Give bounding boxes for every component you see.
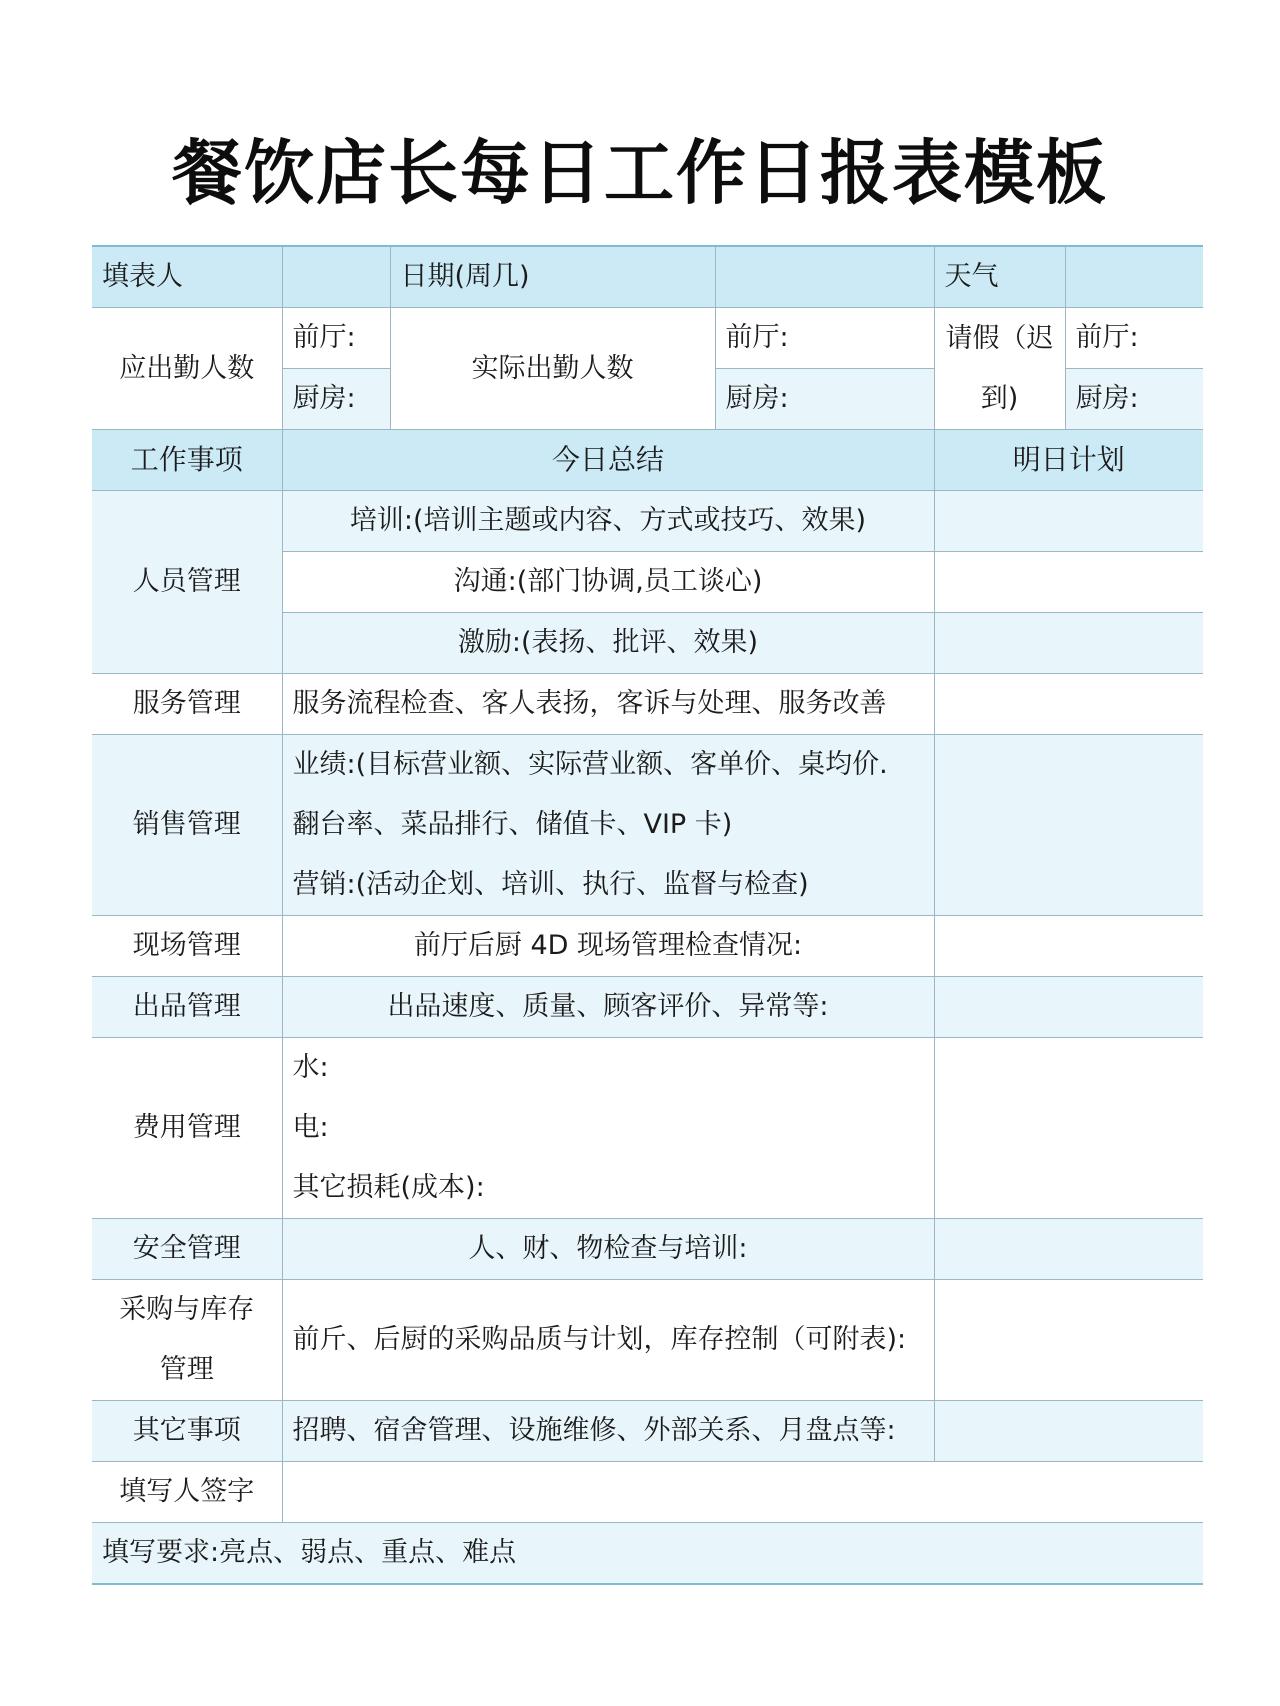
output-plan[interactable] — [934, 977, 1203, 1038]
cost-other: 其它损耗(成本): — [292, 1172, 485, 1203]
output-content[interactable]: 出品速度、质量、顾客评价、异常等: — [282, 977, 934, 1038]
cost-water: 水: — [292, 1052, 329, 1083]
personnel-motivation[interactable]: 激励:(表扬、批评、效果) — [282, 613, 934, 674]
date-label: 日期(周几) — [390, 246, 715, 308]
site-label: 现场管理 — [92, 916, 282, 977]
purchase-label-line2: 管理 — [159, 1354, 214, 1385]
signature-label: 填写人签字 — [92, 1462, 282, 1523]
expected-front-label[interactable]: 前厅: — [282, 308, 390, 369]
personnel-communication-plan[interactable] — [934, 552, 1203, 613]
output-label: 出品管理 — [92, 977, 282, 1038]
expected-attendance-label: 应出勤人数 — [92, 308, 282, 430]
leave-kitchen-label[interactable]: 厨房: — [1065, 369, 1203, 430]
sales-plan[interactable] — [934, 735, 1203, 916]
sales-line-turnover: 翻台率、菜品排行、储值卡、VIP 卡) — [292, 809, 733, 840]
cost-plan[interactable] — [934, 1038, 1203, 1219]
personnel-training-plan[interactable] — [934, 491, 1203, 552]
service-plan[interactable] — [934, 674, 1203, 735]
sales-line-performance: 业绩:(目标营业额、实际营业额、客单价、桌均价. — [292, 749, 888, 780]
purchase-plan[interactable] — [934, 1280, 1203, 1401]
weather-label: 天气 — [934, 246, 1065, 308]
daily-report-table — [92, 245, 1203, 1585]
weather-field[interactable] — [1065, 246, 1203, 308]
cost-content[interactable] — [282, 1038, 934, 1219]
leave-label-line2: 到) — [980, 382, 1019, 414]
personnel-communication[interactable]: 沟通:(部门协调,员工谈心) — [282, 552, 934, 613]
leave-label-line1: 请假（迟 — [945, 322, 1054, 354]
site-plan[interactable] — [934, 916, 1203, 977]
other-plan[interactable] — [934, 1401, 1203, 1462]
purchase-label-line1: 采购与库存 — [119, 1294, 255, 1325]
personnel-training[interactable]: 培训:(培训主题或内容、方式或技巧、效果) — [282, 491, 934, 552]
cost-label: 费用管理 — [92, 1038, 282, 1219]
column-header-plan: 明日计划 — [934, 430, 1203, 491]
signature-field[interactable] — [282, 1462, 1203, 1523]
requirement-note: 填写要求:亮点、弱点、重点、难点 — [92, 1523, 1203, 1585]
actual-front-label[interactable]: 前厅: — [715, 308, 934, 369]
sales-line-marketing: 营销:(活动企划、培训、执行、监督与检查) — [292, 869, 809, 900]
other-label: 其它事项 — [92, 1401, 282, 1462]
filler-label: 填表人 — [92, 246, 282, 308]
page-title: 餐饮店长每日工作日报表模板 — [172, 132, 1108, 214]
purchase-label — [92, 1280, 282, 1401]
safety-content[interactable]: 人、财、物检查与培训: — [282, 1219, 934, 1280]
personnel-label: 人员管理 — [92, 491, 282, 674]
date-field[interactable] — [715, 246, 934, 308]
actual-attendance-label: 实际出勤人数 — [390, 308, 715, 430]
safety-plan[interactable] — [934, 1219, 1203, 1280]
site-content[interactable]: 前厅后厨 4D 现场管理检查情况: — [282, 916, 934, 977]
safety-label: 安全管理 — [92, 1219, 282, 1280]
sales-label: 销售管理 — [92, 735, 282, 916]
service-content[interactable]: 服务流程检查、客人表扬，客诉与处理、服务改善 — [282, 674, 934, 735]
cost-electricity: 电: — [292, 1112, 329, 1143]
leave-front-label[interactable]: 前厅: — [1065, 308, 1203, 369]
sales-content[interactable] — [282, 735, 934, 916]
purchase-content[interactable]: 前斤、后厨的采购品质与计划，库存控制（可附表): — [282, 1280, 934, 1401]
personnel-motivation-plan[interactable] — [934, 613, 1203, 674]
other-content[interactable]: 招聘、宿舍管理、设施维修、外部关系、月盘点等: — [282, 1401, 934, 1462]
column-header-summary: 今日总结 — [282, 430, 934, 491]
column-header-item: 工作事项 — [92, 430, 282, 491]
leave-label — [934, 308, 1065, 430]
actual-kitchen-label[interactable]: 厨房: — [715, 369, 934, 430]
expected-kitchen-label[interactable]: 厨房: — [282, 369, 390, 430]
filler-field[interactable] — [282, 246, 390, 308]
service-label: 服务管理 — [92, 674, 282, 735]
